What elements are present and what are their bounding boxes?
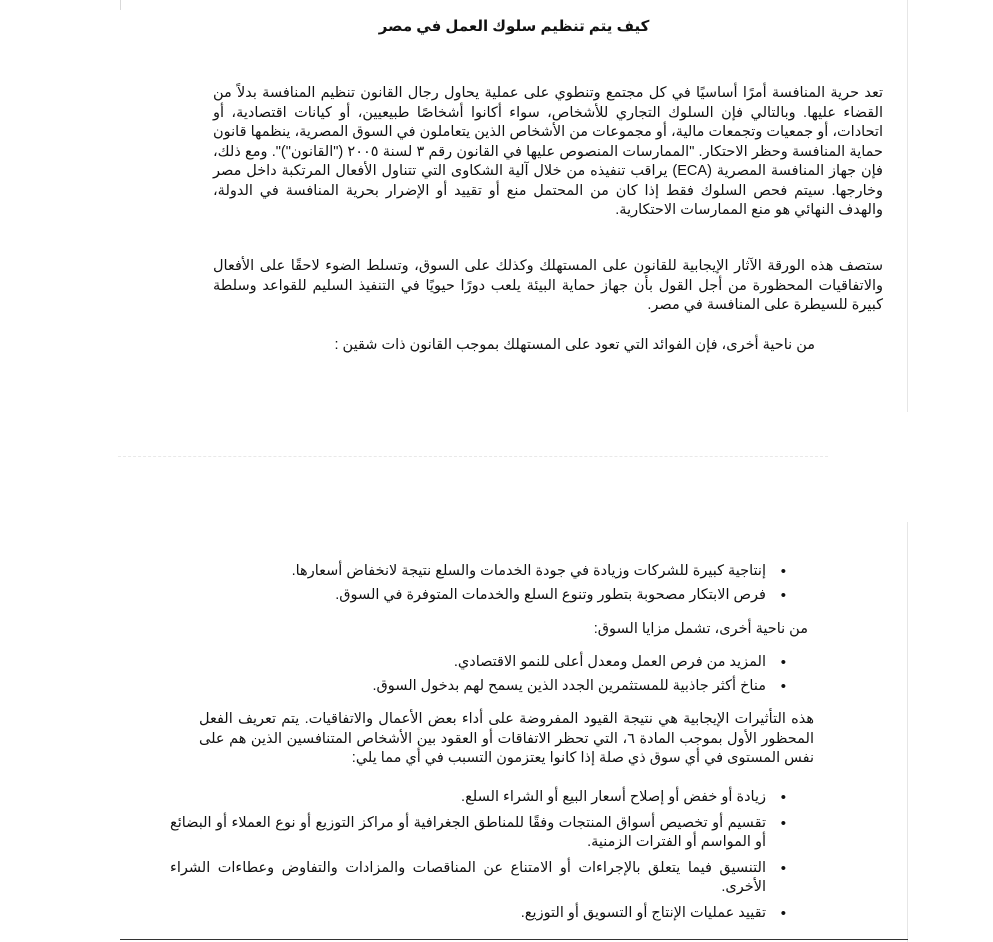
scope-paragraph: ستصف هذه الورقة الآثار الإيجابية للقانون على المستهلك وكذلك على السوق، وتسلط الضوء لاحقًا على الأفعال والاتفاقيات المحظورة من أجل القول بأن جهاز حماية البيئة يلعب دورًا حيويًا في التنفيذ السليم للقواعد وسلطة كبيرة للسيطرة على المنافسة في مصر.	[213, 258, 883, 313]
prohibited-acts-list	[170, 788, 788, 929]
document-page-1	[120, 0, 908, 412]
page-edge	[120, 0, 121, 10]
page-title: كيف يتم تنظيم سلوك العمل في مصر	[378, 18, 650, 35]
page-edge	[907, 522, 908, 942]
page-edge	[907, 0, 908, 412]
market-advantages-list	[230, 653, 788, 700]
intro-paragraph: تعد حرية المنافسة أمرًا أساسيًا في كل مجتمع وتنطوي على عملية يحاول رجال القانون تنظيم المنافسة بدلاً من القضاء عليها. وبالتالي فإن السلوك التجاري للأشخاص، سواء أكانوا أشخاصًا طبيعيين، أو كيانات اقتصادية، أو اتحادات، أو جمعيات وتجمعات مالية، أو مجموعات من الأشخاص الذين يتعاملون في السوق المصرية، ينظمها قانون حماية المنافسة وحظر الاحتكار. "الممارسات المنصوص عليها في القانون رقم ٣ لسنة ٢٠٠٥ ("القانون")". ومع ذلك، فإن جهاز المنافسة المصرية (ECA) يراقب تنفيذه من خلال آلية الشكاوى التي تتناول الأفعال المرتكبة داخل مصر وخارجها. سيتم فحص السلوك فقط إذا كان من المحتمل منع أو تقييد أو الإضرار بحرية المنافسة في الدولة، والهدف النهائي هو منع الممارسات الاحتكارية.	[213, 85, 884, 218]
list-item: • زيادة أو خفض أو إصلاح أسعار البيع أو الشراء السلع.	[170, 788, 788, 808]
market-advantages-intro: من ناحية أخرى، تشمل مزايا السوق:	[593, 621, 808, 637]
list-item: • إنتاجية كبيرة للشركات وزيادة في جودة الخدمات والسلع نتيجة لانخفاض أسعارها.	[230, 562, 788, 582]
prohibited-acts-paragraph: هذه التأثيرات الإيجابية هي نتيجة القيود المفروضة على أداء بعض الأعمال والاتفاقيات. يتم تعريف الفعل المحظور الأول بموجب المادة ٦، التي تحظر الاتفاقات أو العقود بين الأشخاص المتنافسين الذين هم على نفس المستوى في أي سوق ذي صلة إذا كانوا يعتزمون التسبب في أي مما يلي:	[199, 711, 814, 766]
consumer-benefits-list	[230, 562, 788, 609]
page-separator	[118, 456, 828, 460]
list-item: • التنسيق فيما يتعلق بالإجراءات أو الامتناع عن المناقصات والمزادات والتفاوض وعطاءات الشراء الأخرى.	[170, 859, 788, 898]
benefits-intro-paragraph: من ناحية أخرى، فإن الفوائد التي تعود على المستهلك بموجب القانون ذات شقين :	[334, 337, 815, 353]
list-item: • فرص الابتكار مصحوبة بتطور وتنوع السلع والخدمات المتوفرة في السوق.	[230, 586, 788, 606]
list-item: • تقسيم أو تخصيص أسواق المنتجات وفقًا للمناطق الجغرافية أو مراكز التوزيع أو نوع العملاء أو البضائع أو المواسم أو الفترات الزمنية.	[170, 814, 788, 853]
list-item: • المزيد من فرص العمل ومعدل أعلى للنمو الاقتصادي.	[230, 653, 788, 673]
page-bottom-rule	[120, 939, 908, 940]
list-item: • مناخ أكثر جاذبية للمستثمرين الجدد الذين يسمح لهم بدخول السوق.	[230, 677, 788, 697]
document-page-2	[120, 522, 908, 942]
list-item: • تقييد عمليات الإنتاج أو التسويق أو التوزيع.	[170, 904, 788, 924]
